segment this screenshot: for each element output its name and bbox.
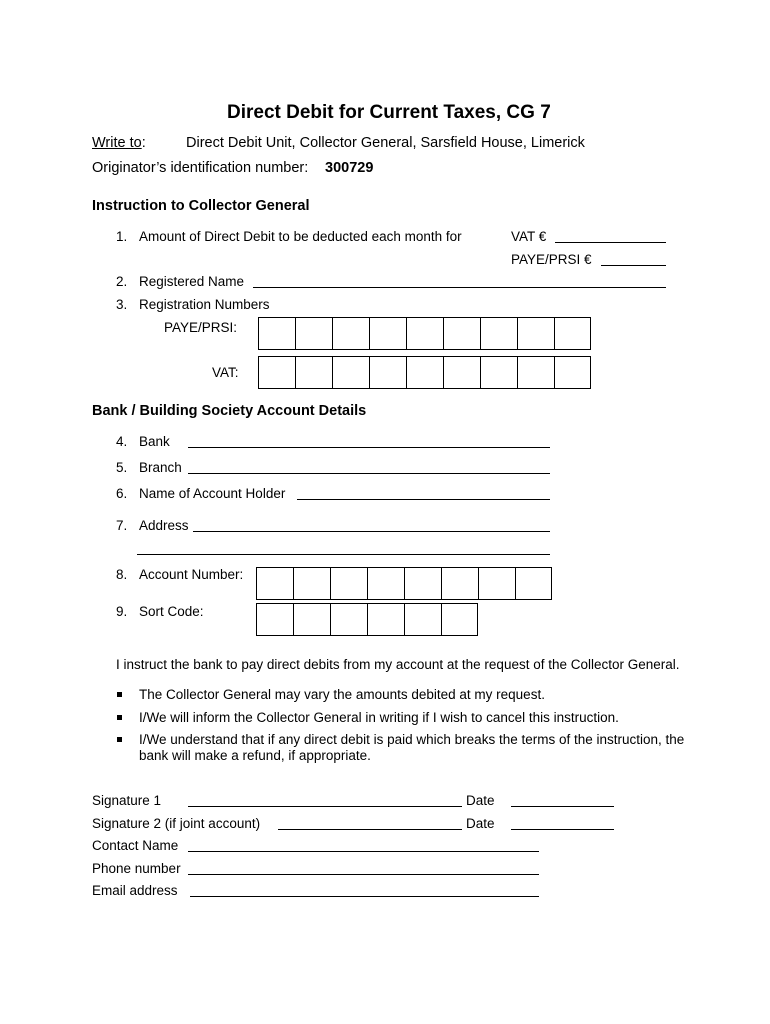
item5-number: 5. xyxy=(116,460,128,475)
write-to-label: Write to xyxy=(92,135,142,151)
registered-name-field[interactable] xyxy=(253,287,666,288)
address-field-line2[interactable] xyxy=(137,554,550,555)
paye-registration-boxes xyxy=(258,317,591,350)
vat-digit-box[interactable] xyxy=(259,357,296,388)
page-title: Direct Debit for Current Taxes, CG 7 xyxy=(227,102,551,123)
vat-digit-box[interactable] xyxy=(481,357,518,388)
write-to-address: Direct Debit Unit, Collector General, Sarsfield House, Limerick xyxy=(186,135,585,151)
paye-digit-box[interactable] xyxy=(333,318,370,349)
signature2-field[interactable] xyxy=(278,829,462,830)
paye-digit-box[interactable] xyxy=(444,318,481,349)
bank-label: Bank xyxy=(139,434,170,449)
account-digit-box[interactable] xyxy=(405,568,442,599)
item8-number: 8. xyxy=(116,567,128,582)
item2-number: 2. xyxy=(116,274,128,289)
account-digit-box[interactable] xyxy=(516,568,551,599)
paye-digit-box[interactable] xyxy=(259,318,296,349)
bullet-square-icon xyxy=(117,715,122,720)
account-number-boxes xyxy=(256,567,552,600)
item3-number: 3. xyxy=(116,297,128,312)
paye-registration-label: PAYE/PRSI: xyxy=(164,320,238,335)
branch-label: Branch xyxy=(139,460,182,475)
email-address-label: Email address xyxy=(92,883,178,898)
item7-number: 7. xyxy=(116,518,128,533)
bullet-square-icon xyxy=(117,737,122,742)
bullet-text-2: I/We will inform the Collector General in writing if I wish to cancel this instruction. xyxy=(139,710,619,725)
vat-amount-field[interactable] xyxy=(555,242,666,243)
paye-amount-field[interactable] xyxy=(601,265,666,266)
vat-amount-label: VAT € xyxy=(511,229,547,244)
signature2-date-label: Date xyxy=(466,816,495,831)
sort-digit-box[interactable] xyxy=(368,604,405,635)
phone-number-field[interactable] xyxy=(188,874,539,875)
paye-digit-box[interactable] xyxy=(518,318,555,349)
address-field-line1[interactable] xyxy=(193,531,550,532)
sort-digit-box[interactable] xyxy=(257,604,294,635)
vat-digit-box[interactable] xyxy=(444,357,481,388)
write-to-colon: : xyxy=(141,135,146,151)
sort-digit-box[interactable] xyxy=(442,604,477,635)
signature2-label: Signature 2 (if joint account) xyxy=(92,816,261,831)
bank-instruction-text: I instruct the bank to pay direct debits from my account at the request of the Collector General. xyxy=(116,657,680,672)
registration-numbers-label: Registration Numbers xyxy=(139,297,270,312)
vat-digit-box[interactable] xyxy=(518,357,555,388)
vat-digit-box[interactable] xyxy=(370,357,407,388)
signature1-label: Signature 1 xyxy=(92,793,162,808)
vat-registration-label: VAT: xyxy=(212,365,239,380)
sort-code-boxes xyxy=(256,603,478,636)
signature1-field[interactable] xyxy=(188,806,462,807)
item4-number: 4. xyxy=(116,434,128,449)
account-digit-box[interactable] xyxy=(331,568,368,599)
branch-field[interactable] xyxy=(188,473,550,474)
contact-name-field[interactable] xyxy=(188,851,539,852)
bullet-text-3-line1: I/We understand that if any direct debit is paid which breaks the terms of the instruction, the xyxy=(139,732,685,747)
email-address-field[interactable] xyxy=(190,896,539,897)
sort-digit-box[interactable] xyxy=(294,604,331,635)
originator-label: Originator’s identification number: xyxy=(92,160,309,176)
account-holder-field[interactable] xyxy=(297,499,550,500)
originator-number: 300729 xyxy=(325,160,374,176)
sort-code-label: Sort Code: xyxy=(139,604,204,619)
account-digit-box[interactable] xyxy=(294,568,331,599)
contact-name-label: Contact Name xyxy=(92,838,179,853)
section-bank-heading: Bank / Building Society Account Details xyxy=(92,403,367,419)
item6-number: 6. xyxy=(116,486,128,501)
account-digit-box[interactable] xyxy=(257,568,294,599)
account-number-label: Account Number: xyxy=(139,567,244,582)
paye-digit-box[interactable] xyxy=(481,318,518,349)
signature1-date-field[interactable] xyxy=(511,806,614,807)
account-holder-label: Name of Account Holder xyxy=(139,486,286,501)
vat-digit-box[interactable] xyxy=(296,357,333,388)
paye-amount-label: PAYE/PRSI € xyxy=(511,252,592,267)
item1-label: Amount of Direct Debit to be deducted each month for xyxy=(139,229,462,244)
registered-name-label: Registered Name xyxy=(139,274,245,289)
account-digit-box[interactable] xyxy=(368,568,405,599)
write-to-label-group xyxy=(92,135,146,151)
vat-digit-box[interactable] xyxy=(333,357,370,388)
signature2-date-field[interactable] xyxy=(511,829,614,830)
section-instruction-heading: Instruction to Collector General xyxy=(92,198,310,214)
bank-field[interactable] xyxy=(188,447,550,448)
bullet-text-3-line2: bank will make a refund, if appropriate. xyxy=(139,748,371,763)
paye-digit-box[interactable] xyxy=(296,318,333,349)
account-digit-box[interactable] xyxy=(479,568,516,599)
signature1-date-label: Date xyxy=(466,793,495,808)
bullet-text-1: The Collector General may vary the amounts debited at my request. xyxy=(139,687,545,702)
address-label: Address xyxy=(139,518,189,533)
vat-digit-box[interactable] xyxy=(555,357,590,388)
item1-number: 1. xyxy=(116,229,128,244)
vat-registration-boxes xyxy=(258,356,591,389)
sort-digit-box[interactable] xyxy=(331,604,368,635)
account-digit-box[interactable] xyxy=(442,568,479,599)
paye-digit-box[interactable] xyxy=(555,318,590,349)
phone-number-label: Phone number xyxy=(92,861,181,876)
sort-digit-box[interactable] xyxy=(405,604,442,635)
paye-digit-box[interactable] xyxy=(370,318,407,349)
vat-digit-box[interactable] xyxy=(407,357,444,388)
bullet-square-icon xyxy=(117,692,122,697)
paye-digit-box[interactable] xyxy=(407,318,444,349)
item9-number: 9. xyxy=(116,604,128,619)
